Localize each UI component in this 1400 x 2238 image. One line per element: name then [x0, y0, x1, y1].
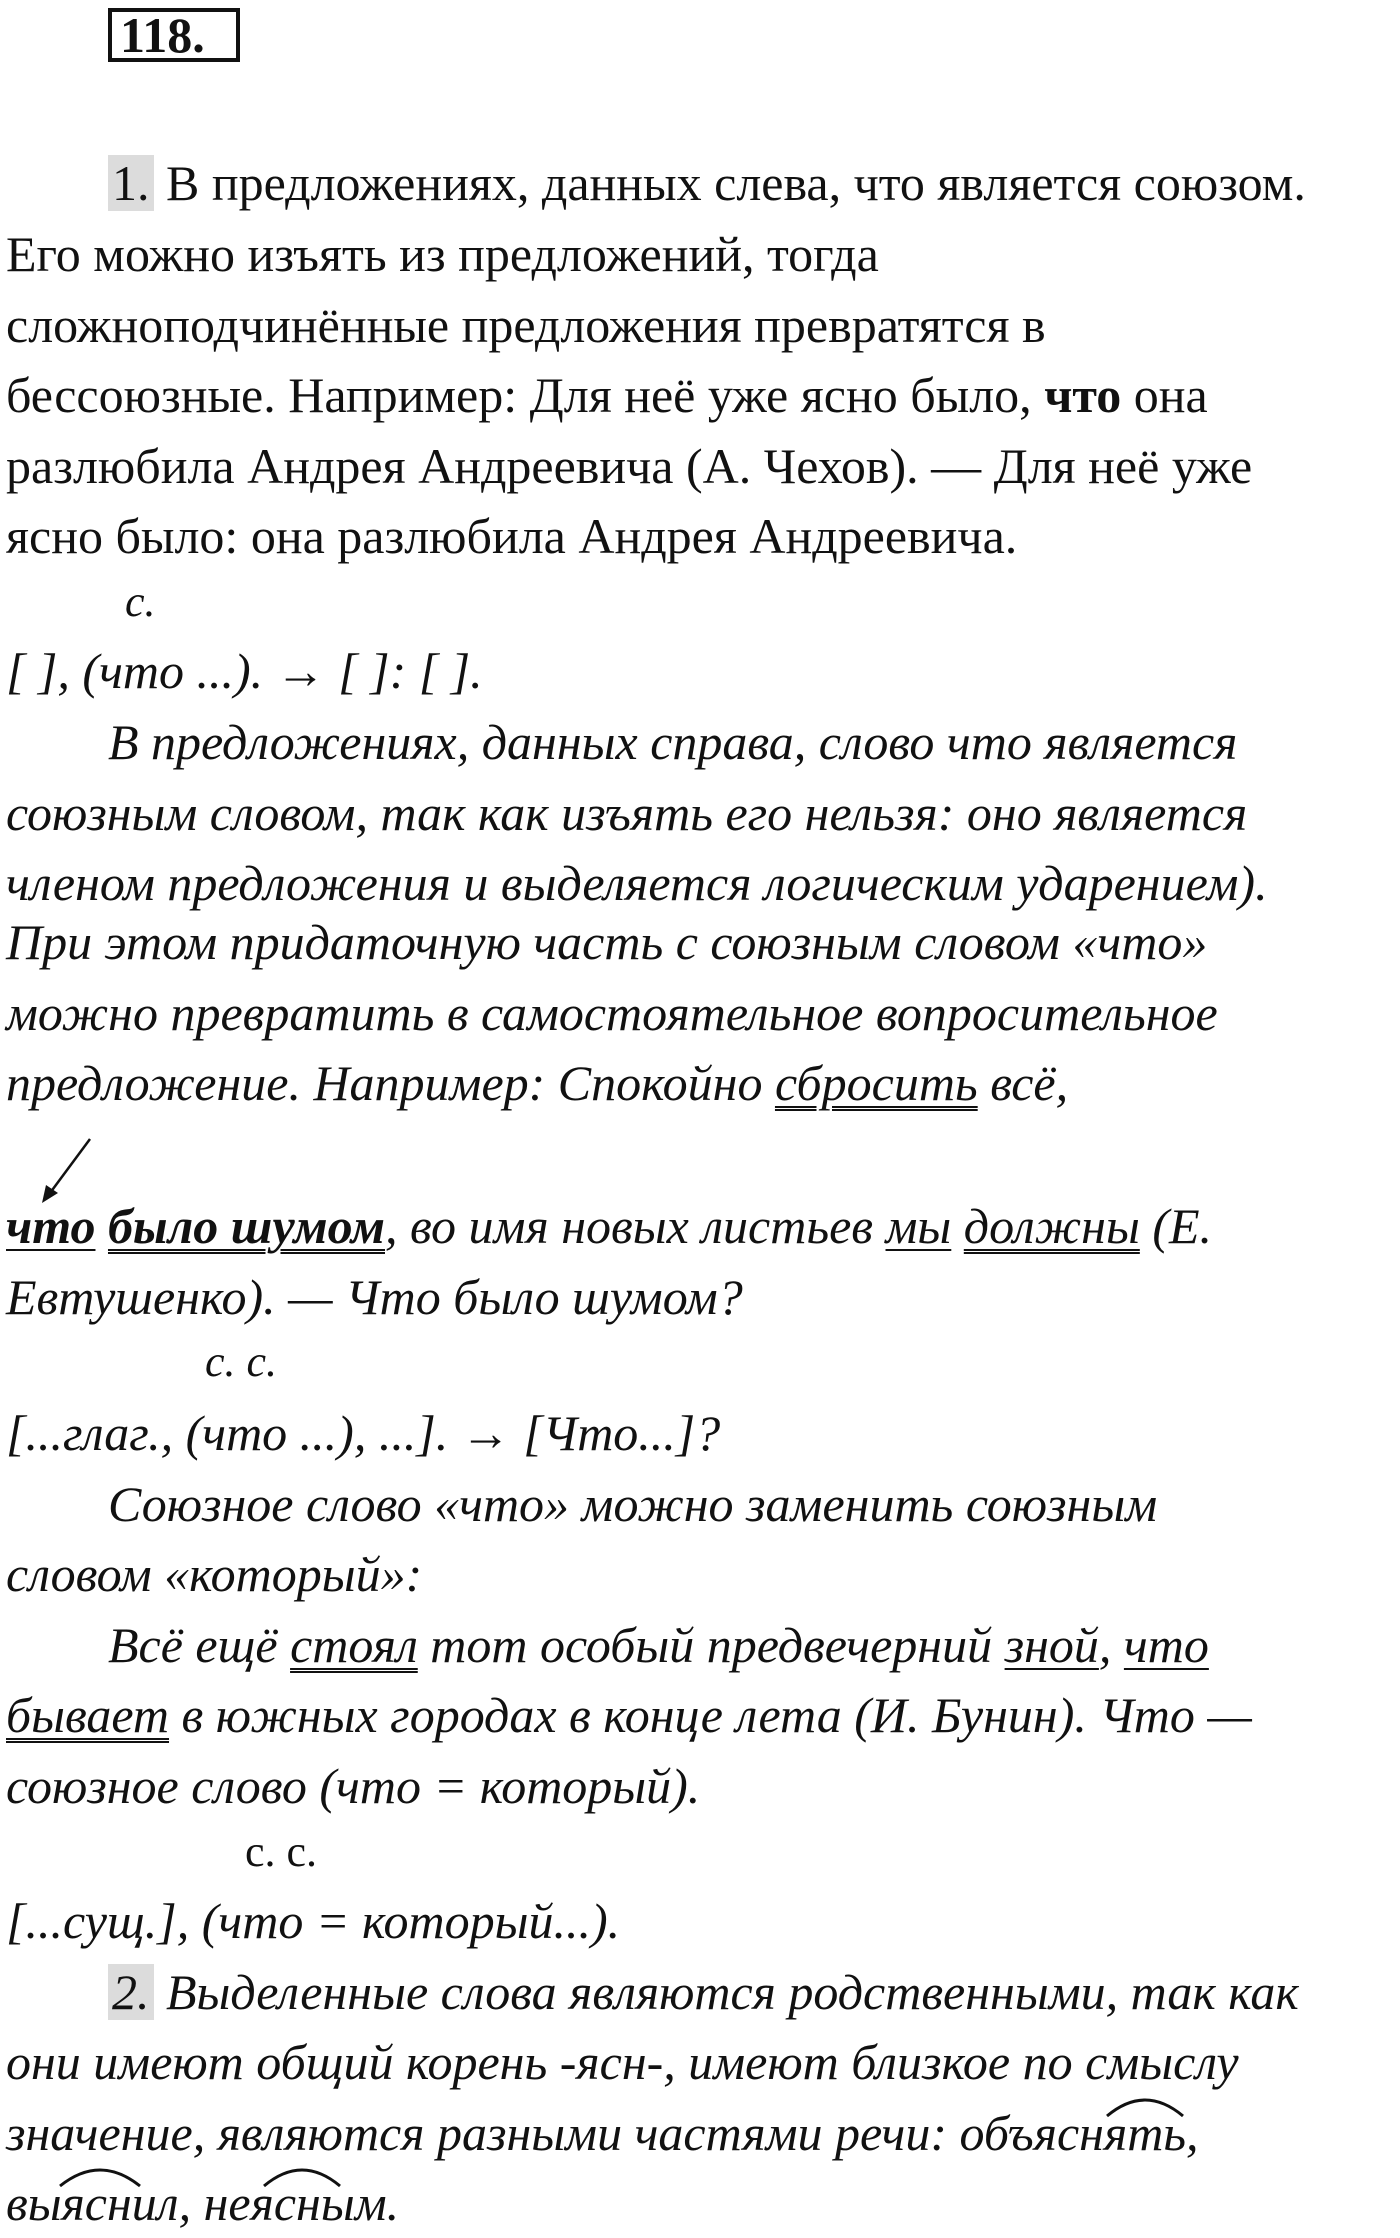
text-line: При этом придаточную часть с союзным словом «что» [6, 914, 1208, 970]
text-line: бессоюзные. Например: Для неё уже ясно было, что она [6, 367, 1208, 423]
scheme-mark: с. с. [205, 1337, 278, 1386]
text-line: значение, являются разными частями речи: объяснять, [6, 2105, 1199, 2161]
text-line: 1. В предложениях, данных слева, что является союзом. [108, 158, 1306, 208]
text-line: словом «который»: [6, 1546, 423, 1602]
predicate-underline: стоял [290, 1617, 418, 1673]
scheme-mark: с. [125, 577, 156, 626]
predicate-underline: было шумом [107, 1198, 385, 1254]
arrow-mark [30, 1135, 100, 1205]
text-line: можно превратить в самостоятельное вопросительное [6, 985, 1218, 1041]
subject-underline: что [1123, 1617, 1209, 1673]
predicate-underline: сбросить [774, 1055, 978, 1111]
predicate-underline: должны [963, 1198, 1140, 1254]
text-line: Его можно изъять из предложений, тогда [6, 226, 879, 282]
text-line: предложение. Например: Спокойно сбросить всё, [6, 1055, 1069, 1111]
text-line: союзное слово (что = который). [6, 1758, 701, 1814]
subject-underline: мы [885, 1198, 952, 1254]
text-line: ясно было: она разлюбила Андрея Андреевича. [6, 508, 1018, 564]
item-number-2: 2. [108, 1964, 154, 2020]
scheme: [...сущ.], (что = который...). [6, 1893, 621, 1949]
scheme-mark: с. с. [245, 1827, 318, 1876]
text-line: Всё ещё стоял тот особый предвечерний зной, что [108, 1617, 1209, 1673]
text-line: что было шумом, во имя новых листьев мы должны (Е. [6, 1198, 1213, 1254]
text-line: разлюбила Андрея Андреевича (А. Чехов). — Для неё уже [6, 438, 1253, 494]
predicate-underline: бывает [6, 1687, 170, 1743]
item-number-1: 1. [108, 155, 154, 211]
root-arc-mark [1105, 2090, 1185, 2120]
exercise-number: 118. [120, 7, 205, 63]
text-line: 2. Выделенные слова являются родственными, так как [108, 1967, 1299, 2017]
text-line: сложноподчинённые предложения превратятся в [6, 297, 1046, 353]
subject-underline: зной [1004, 1617, 1099, 1673]
text-line: В предложениях, данных справа, слово что является [108, 714, 1238, 770]
scheme: [ ], (что ...). → [ ]: [ ]. [6, 643, 483, 699]
text-line: союзным словом, так как изъять его нельзя: оно является [6, 785, 1248, 841]
root-arc-mark [58, 2160, 143, 2190]
text-line: Союзное слово «что» можно заменить союзным [108, 1476, 1158, 1532]
text-line: бывает в южных городах в конце лета (И. Бунин). Что — [6, 1687, 1252, 1743]
scheme: [...глаг., (что ...), ...]. → [Что...]? [6, 1405, 721, 1461]
text-line: членом предложения и выделяется логическим ударением). [6, 855, 1268, 911]
text-line: они имеют общий корень -ясн-, имеют близкое по смыслу [6, 2034, 1239, 2090]
text-line: выяснил, неясным. [6, 2175, 400, 2231]
root-arc-mark [262, 2160, 342, 2190]
text-line: Евтушенко). — Что было шумом? [6, 1269, 743, 1325]
subject-underline: что [6, 1198, 96, 1254]
bold-word: что [1044, 367, 1122, 423]
